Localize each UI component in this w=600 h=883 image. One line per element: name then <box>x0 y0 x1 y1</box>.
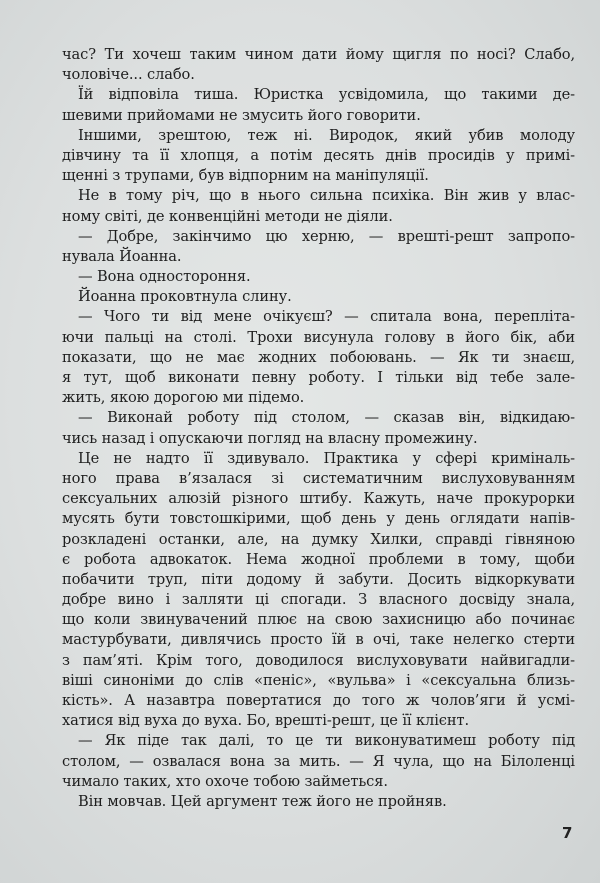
text-line: з пам’яті. Крім того, доводилося вислуховувати найвигадли- <box>62 651 575 669</box>
text-line: розкладені останки, але, на думку Хилки, справді гівняною <box>62 530 575 548</box>
paragraph <box>62 792 575 812</box>
text-line: щенні з трупами, був відпорним на маніпуляції. <box>62 167 429 185</box>
text-line: кість». А назавтра повертатися до того ж чолов’яги й усмі- <box>62 692 575 709</box>
text-line: жить, якою дорогою ми підемо. <box>62 389 305 407</box>
text-line: Іншими, зрештою, теж ні. Виродок, який убив молоду <box>78 126 575 144</box>
text-line: показати, що не має жодних побоювань. — Як ти знаєш, <box>62 348 575 366</box>
text-line: — Як піде так далі, то це ти виконуватимеш роботу під <box>78 732 575 750</box>
text-line: чоловіче... слабо. <box>62 66 195 84</box>
text-line: Не в тому річ, що в нього сильна психіка. Він жив у влас- <box>78 187 575 205</box>
paragraph <box>62 45 575 85</box>
paragraph <box>62 449 575 732</box>
book-page-text <box>62 45 575 812</box>
page-number: 7 <box>562 824 573 842</box>
text-line: час? Ти хочеш таким чином дати йому щигля по носі? Слабо, <box>62 46 575 63</box>
paragraph <box>62 126 575 187</box>
paragraph <box>62 85 575 125</box>
text-line: добре вино і залляти ці спогади. З власного досвіду знала, <box>62 591 575 609</box>
text-line: що коли звинувачений плює на свою захисницю або починає <box>62 611 575 629</box>
text-line: ному світі, де конвенційні методи не діяли. <box>62 207 393 225</box>
paragraph <box>62 731 575 792</box>
text-line: мусять бути товстошкірими, щоб день у день оглядати напів- <box>62 510 575 528</box>
text-line: Він мовчав. Цей аргумент теж його не пройняв. <box>78 792 447 810</box>
text-line: Їй відповіла тиша. Юристка усвідомила, що такими де- <box>78 86 575 104</box>
text-line: Це не надто її здивувало. Практика у сфері криміналь- <box>78 449 575 467</box>
text-line: є робота адвокаток. Нема жодної проблеми в тому, щоби <box>62 550 575 568</box>
paragraph <box>62 287 575 307</box>
text-line: сексуальних алюзій різного штибу. Кажуть, наче прокурорки <box>62 490 575 508</box>
text-line: хатися від вуха до вуха. Бо, врешті-решт, це її клієнт. <box>62 712 469 730</box>
text-line: ного права в’язалася зі систематичним вислуховуванням <box>62 469 575 487</box>
text-line: чимало таких, хто охоче тобою займеться. <box>62 772 388 790</box>
text-line: чись назад і опускаючи погляд на власну промежину. <box>62 429 478 447</box>
paragraph <box>62 186 575 226</box>
text-line: побачити труп, піти додому й забути. Досить відкоркувати <box>62 570 575 588</box>
text-line: — Вона одностороння. <box>78 268 251 286</box>
text-line: Йоанна проковтнула слину. <box>78 288 292 306</box>
paragraph <box>62 267 575 287</box>
text-line: ючи пальці на столі. Трохи висунула голову в його бік, аби <box>62 328 575 346</box>
paragraph <box>62 408 575 448</box>
text-line: віші синоніми до слів «пеніс», «вульва» і «сексуальна близь- <box>62 671 575 689</box>
text-line: столом, — озвалася вона за мить. — Я чула, що на Білоленці <box>62 752 575 770</box>
text-line: шевими прийомами не змусить його говорити. <box>62 106 421 124</box>
text-line: нувала Йоанна. <box>62 247 182 265</box>
text-line: я тут, щоб виконати певну роботу. І тільки від тебе зале- <box>62 369 575 386</box>
text-line: — Виконай роботу під столом, — сказав він, відкидаю- <box>78 409 575 427</box>
text-line: — Добре, закінчимо цю херню, — врешті-решт запропо- <box>78 227 575 245</box>
text-line: — Чого ти від мене очікуєш? — спитала вона, перепліта- <box>78 308 575 326</box>
paragraph <box>62 307 575 408</box>
paragraph <box>62 227 575 267</box>
text-line: мастурбувати, дивлячись просто їй в очі, таке нелегко стерти <box>62 631 575 649</box>
text-line: дівчину та її хлопця, а потім десять днів просидів у примі- <box>62 146 575 164</box>
